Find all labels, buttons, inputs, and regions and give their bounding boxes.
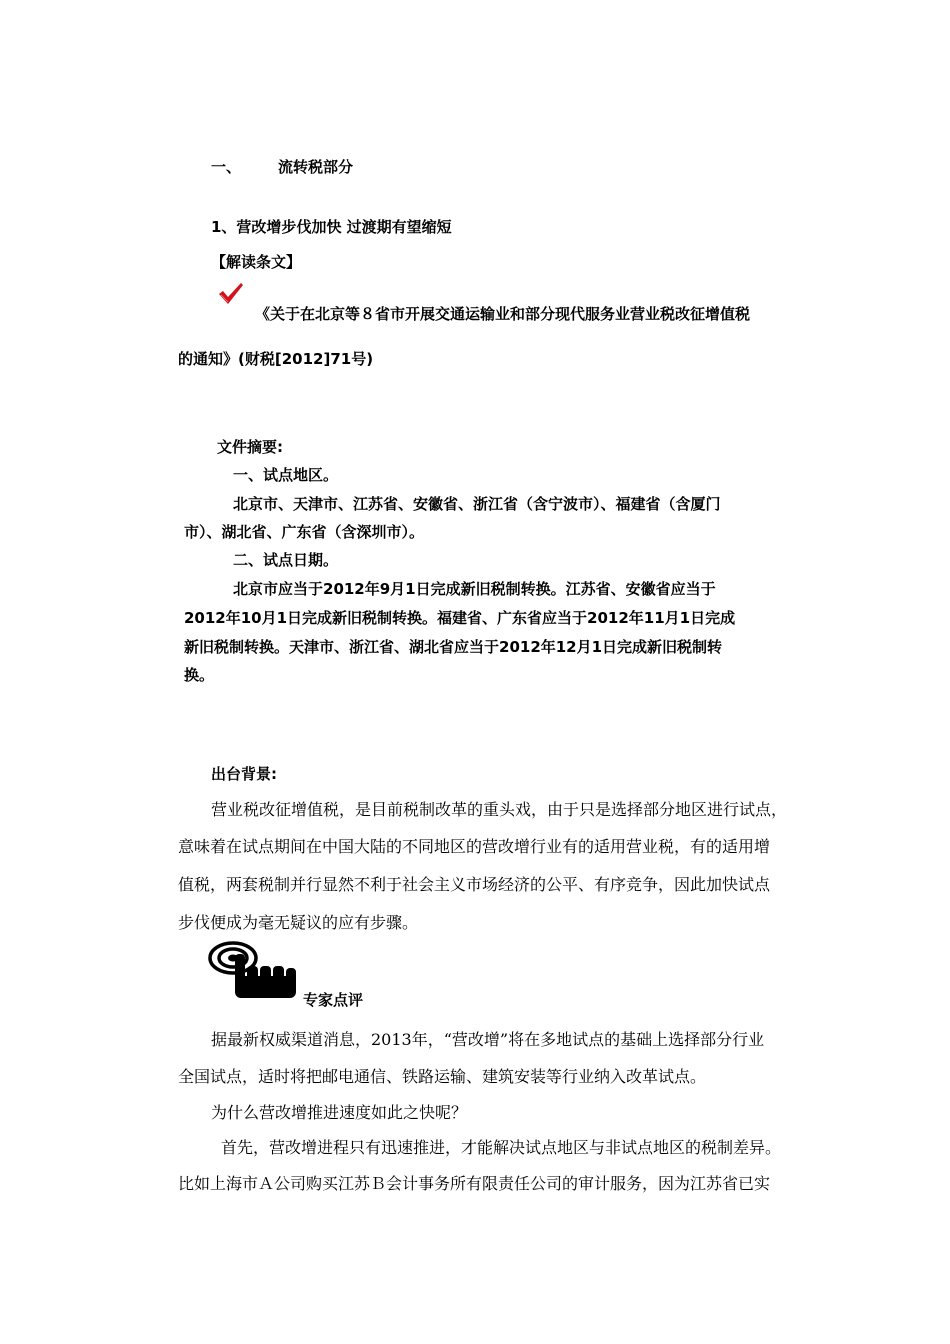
expert-p1-line1: 据最新权威渠道消息，2013年，“营改增”将在多地试点的基础上选择部分行业 xyxy=(211,1030,765,1049)
item-tag: 【解读条文】 xyxy=(211,253,302,271)
section-number: 一、 xyxy=(211,158,242,176)
summary-sub1: 一、试点地区。 xyxy=(233,466,339,484)
dates-line3: 新旧税制转换。天津市、浙江省、湖北省应当于2012年12月1日完成新旧税制转 xyxy=(184,638,723,656)
pointing-hand-icon xyxy=(207,936,299,1000)
background-label: 出台背景: xyxy=(211,765,277,783)
expert-question: 为什么营改增推进速度如此之快呢？ xyxy=(211,1103,468,1122)
background-line2: 意味着在试点期间在中国大陆的不同地区的营改增行业有的适用营业税，有的适用增 xyxy=(178,837,771,856)
summary-sub2: 二、试点日期。 xyxy=(233,551,339,569)
regions-line2: 市）、湖北省、广东省（含深圳市）。 xyxy=(184,523,425,541)
expert-p2-line2: 比如上海市Ａ公司购买江苏Ｂ会计事务所有限责任公司的审计服务，因为江苏省已实 xyxy=(178,1174,771,1193)
expert-label: 专家点评 xyxy=(303,991,364,1009)
doc-ref-line2: 的通知》(财税[2012]71号) xyxy=(178,350,374,368)
regions-line1: 北京市、天津市、江苏省、安徽省、浙江省（含宁波市）、福建省（含厦门 xyxy=(233,495,721,513)
section-title: 流转税部分 xyxy=(278,158,354,176)
background-line1: 营业税改征增值税，是目前税制改革的重头戏，由于只是选择部分地区进行试点， xyxy=(211,800,788,819)
background-line4: 步伐便成为毫无疑议的应有步骤。 xyxy=(178,913,419,932)
dates-line1: 北京市应当于2012年9月1日完成新旧税制转换。江苏省、安徽省应当于 xyxy=(233,580,716,598)
expert-p2-line1: 首先，营改增进程只有迅速推进，才能解决试点地区与非试点地区的税制差异。 xyxy=(221,1138,782,1157)
expert-p1-line2: 全国试点，适时将把邮电通信、铁路运输、建筑安装等行业纳入改革试点。 xyxy=(178,1067,707,1086)
doc-ref-line1: 《关于在北京等８省市开展交通运输业和部分现代服务业营业税改征增值税 xyxy=(255,305,751,323)
summary-label: 文件摘要: xyxy=(217,438,283,456)
item-title: 1、营改增步伐加快 过渡期有望缩短 xyxy=(211,218,452,236)
background-line3: 值税，两套税制并行显然不利于社会主义市场经济的公平、有序竞争，因此加快试点 xyxy=(178,875,771,894)
checkmark-icon xyxy=(218,282,244,306)
dates-line4: 换。 xyxy=(184,666,215,684)
dates-line2: 2012年10月1日完成新旧税制转换。福建省、广东省应当于2012年11月1日完成 xyxy=(184,609,736,627)
